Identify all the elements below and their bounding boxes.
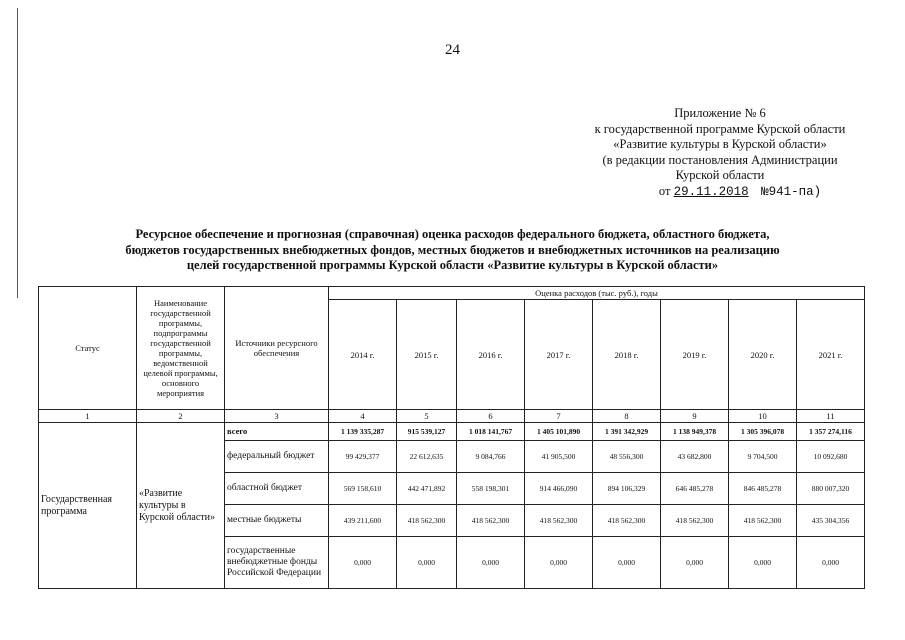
value-cell: 1 138 949,378 — [672, 426, 717, 436]
source-cell: областной бюджет — [225, 473, 329, 505]
column-number: 1 — [39, 410, 137, 423]
value-cell: 439 211,600 — [329, 505, 397, 537]
header-year: 2015 г. — [397, 300, 457, 410]
column-number: 6 — [457, 410, 525, 423]
page-number: 24 — [445, 42, 460, 58]
source-cell: государственные внебюджетные фонды Российской Федерации — [225, 537, 329, 589]
value-cell: 418 562,300 — [593, 505, 661, 537]
resolution-date: 29.11.2018 — [673, 184, 749, 199]
value-cell: 41 905,500 — [525, 441, 593, 473]
value-cell: 0,000 — [397, 537, 457, 589]
value-cell: 558 198,301 — [457, 473, 525, 505]
value-cell: 418 562,300 — [729, 505, 797, 537]
appendix-line-3: «Развитие культуры в Курской области» — [613, 137, 827, 151]
value-cell: 418 562,300 — [525, 505, 593, 537]
value-cell: 569 158,610 — [329, 473, 397, 505]
value-cell: 894 106,329 — [593, 473, 661, 505]
value-cell: 915 539,127 — [407, 426, 446, 436]
value-cell: 1 391 342,929 — [604, 426, 649, 436]
value-cell: 48 556,300 — [593, 441, 661, 473]
value-cell: 418 562,300 — [661, 505, 729, 537]
title-line-3: целей государственной программы Курской области «Развитие культуры в Курской области» — [186, 258, 719, 272]
value-cell: 0,000 — [329, 537, 397, 589]
column-number: 3 — [225, 410, 329, 423]
header-sources: Источники ресурсного обеспечения — [225, 287, 329, 410]
value-cell: 646 485,278 — [661, 473, 729, 505]
value-cell: 9 084,766 — [457, 441, 525, 473]
value-cell: 9 704,500 — [729, 441, 797, 473]
header-estimate: Оценка расходов (тыс. руб.), годы — [329, 287, 865, 300]
appendix-line-5: Курской области — [675, 168, 765, 182]
appendix-line-4: (в редакции постановления Администрации — [602, 152, 838, 167]
value-cell: 442 471,892 — [397, 473, 457, 505]
header-year: 2019 г. — [661, 300, 729, 410]
value-cell: 1 018 141,767 — [468, 426, 513, 436]
value-cell: 0,000 — [457, 537, 525, 589]
value-cell: 846 485,278 — [729, 473, 797, 505]
resolution-number: №941-па) — [761, 184, 822, 199]
budget-table — [38, 286, 865, 589]
value-cell: 0,000 — [797, 537, 865, 589]
value-cell: 418 562,300 — [397, 505, 457, 537]
header-year: 2021 г. — [797, 300, 865, 410]
source-cell: местные бюджеты — [225, 505, 329, 537]
table-row — [39, 423, 865, 441]
column-number: 9 — [661, 410, 729, 423]
header-year: 2016 г. — [457, 300, 525, 410]
title-line-1: Ресурсное обеспечение и прогнозная (справочная) оценка расходов федерального бюджета, областного бюджета, — [135, 227, 770, 241]
value-cell: 418 562,300 — [457, 505, 525, 537]
value-cell: 99 429,377 — [329, 441, 397, 473]
header-year: 2020 г. — [729, 300, 797, 410]
value-cell: 1 305 396,078 — [740, 426, 785, 436]
header-year: 2014 г. — [329, 300, 397, 410]
source-cell: всего — [225, 423, 329, 441]
value-cell: 0,000 — [729, 537, 797, 589]
value-cell: 880 007,320 — [797, 473, 865, 505]
value-cell: 43 682,800 — [661, 441, 729, 473]
header-year: 2018 г. — [593, 300, 661, 410]
value-cell: 22 612,635 — [397, 441, 457, 473]
column-number: 7 — [525, 410, 593, 423]
source-cell: федеральный бюджет — [225, 441, 329, 473]
header-status: Статус — [39, 287, 137, 410]
program-name-cell: «Развитие культуры в Курской области» — [137, 423, 225, 589]
appendix-line-1: Приложение № 6 — [674, 106, 766, 120]
appendix-date-line — [560, 184, 880, 201]
value-cell: 10 092,680 — [797, 441, 865, 473]
value-cell: 1 405 101,890 — [536, 426, 581, 436]
value-cell: 914 466,090 — [525, 473, 593, 505]
appendix-block — [560, 106, 880, 200]
title-line-2: бюджетов государственных внебюджетных фондов, местных бюджетов и внебюджетных источников на реализацию — [125, 242, 780, 257]
header-year: 2017 г. — [525, 300, 593, 410]
value-cell: 0,000 — [593, 537, 661, 589]
status-cell: Государственная программа — [39, 423, 137, 589]
value-cell: 1 139 335,287 — [340, 426, 385, 436]
value-cell: 0,000 — [661, 537, 729, 589]
column-number: 10 — [729, 410, 797, 423]
column-number: 2 — [137, 410, 225, 423]
column-number: 5 — [397, 410, 457, 423]
column-number-row — [39, 410, 865, 423]
value-cell: 0,000 — [525, 537, 593, 589]
document-title — [60, 227, 845, 274]
header-name: Наименование государственной программы, подпрограммы государственной программы, ведомственной целевой программы, основного мероприятия — [137, 287, 225, 410]
column-number: 11 — [797, 410, 865, 423]
from-label: от — [658, 183, 671, 198]
value-cell: 1 357 274,116 — [809, 426, 852, 436]
column-number: 8 — [593, 410, 661, 423]
appendix-line-2: к государственной программе Курской области — [594, 121, 846, 136]
column-number: 4 — [329, 410, 397, 423]
value-cell: 435 304,356 — [797, 505, 865, 537]
